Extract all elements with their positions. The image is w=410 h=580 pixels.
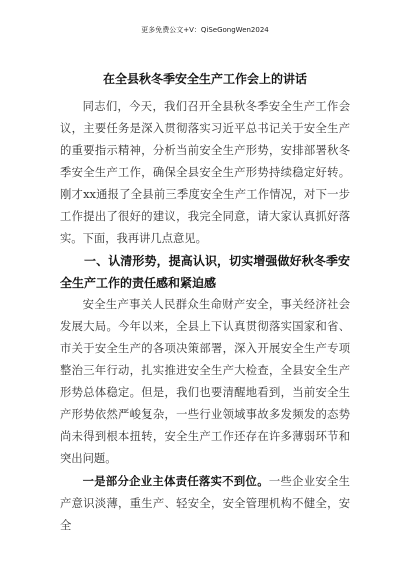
- paragraph-opening: 同志们，今天，我们召开全县秋冬季安全生产工作会议，主要任务是深入贯彻落实习近平总书记关于安全生产的重要指示精神，分析当前安全生产形势，安排部署秋冬季安全生产工作，确保全县安全生产形势持续稳定好转。刚才xx通报了全县前三季度安全生产工作情况，对下一步工作提出了很好的建议，我完全同意，请大家认真抓好落实。下面，我再讲几点意见。: [60, 100, 350, 245]
- section-heading-1: 一、认清形势，提高认识，切实增强做好秋冬季安全生产工作的责任感和紧迫感: [60, 254, 350, 290]
- paragraph-problem-1: [60, 470, 350, 537]
- document-body: [60, 96, 350, 537]
- paragraph-situation: 安全生产事关人民群众生命财产安全，事关经济社会发展大局。今年以来，全县上下认真贯彻落实国家和省、市关于安全生产的各项决策部署，深入开展安全生产专项整治三年行动，扎实推进安全生产大检查，全县安全生产形势总体稳定。但是，我们也要清醒地看到，当前安全生产形势依然严峻复杂，一些行业领域事故多发频发的态势尚未得到根本扭转，安全生产工作还存在许多薄弱环节和突出问题。: [60, 298, 350, 465]
- document-title: 在全县秋冬季安全生产工作会上的讲话: [102, 72, 307, 86]
- problem-1-lead: 一是部分企业主体责任落实不到位。: [82, 474, 269, 488]
- header-note: 更多免费公文+V：QiSeGongWen2024: [141, 26, 269, 34]
- problem-1-text: 一些企业安全生产意识淡薄，重生产、轻安全，安全管理机构不健全，安全: [60, 475, 350, 532]
